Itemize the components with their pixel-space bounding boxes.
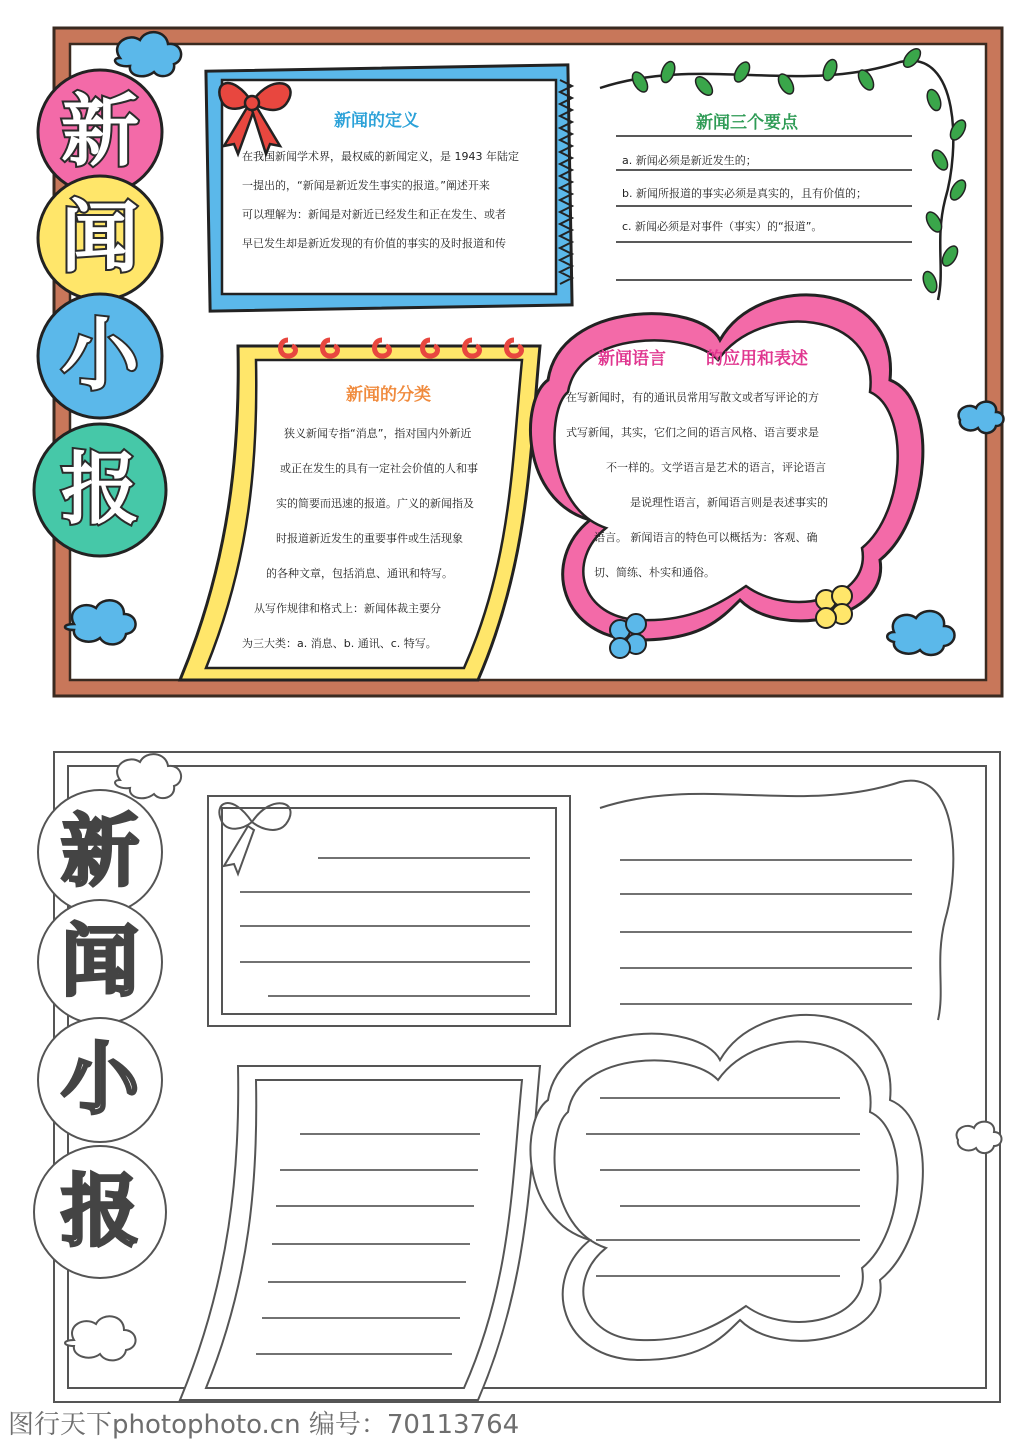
language-line: 语言。 新闻语言的特色可以概括为：客观、确	[594, 531, 818, 544]
points-line: b. 新闻所报道的事实必须是真实的，且有价值的；	[622, 187, 867, 200]
definition-line: 一提出的，“新闻是新近发生事实的报道。”阐述开来	[242, 179, 490, 192]
language-line: 是说理性语言，新闻语言则是表述事实的	[630, 496, 828, 509]
definition-body	[242, 142, 519, 258]
definition-line: 在我国新闻学术界，最权威的新闻定义，是 1943 年陆定	[242, 150, 519, 163]
masthead-char-3: 小	[60, 311, 139, 401]
outline-masthead-char-4: 报	[60, 1167, 139, 1257]
outline-masthead-char-3: 小	[60, 1035, 139, 1125]
language-line: 不一样的。文学语言是艺术的语言，评论语言	[606, 461, 826, 474]
language-line: 切、简练、朴实和通俗。	[594, 566, 715, 579]
points-line: c. 新闻必须是对事件（事实）的“报道”。	[622, 220, 823, 233]
definition-line: 早已发生却是新近发现的有价值的事实的及时报道和传	[242, 237, 506, 250]
points-line: a. 新闻必须是新近发生的；	[622, 154, 757, 167]
masthead-char-1: 新	[60, 87, 139, 177]
points-body	[622, 144, 867, 243]
language-body	[566, 380, 828, 590]
language-line: 在写新闻时，有的通讯员常用写散文或者写评论的方	[566, 391, 819, 404]
masthead-char-4: 报	[60, 445, 139, 535]
classification-line: 时报道新近发生的重要事件或生活现象	[276, 532, 463, 545]
classification-line: 或正在发生的具有一定社会价值的人和事	[280, 462, 478, 475]
outline-masthead-char-2: 闻	[60, 917, 139, 1007]
definition-title: 新闻的定义	[334, 111, 419, 131]
classification-body	[242, 416, 478, 661]
classification-line: 实的简要而迅速的报道。广义的新闻指及	[276, 497, 474, 510]
language-line: 式写新闻，其实，它们之间的语言风格、语言要求是	[566, 426, 819, 439]
classification-line: 为三大类：a. 消息、b. 通讯、c. 特写。	[242, 637, 437, 650]
watermark-text: 图行天下photophoto.cn 编号：70113764	[8, 1410, 520, 1440]
language-title-part2: 的应用和表述	[706, 349, 808, 369]
points-title: 新闻三个要点	[696, 113, 798, 133]
classification-line: 的各种文章，包括消息、通讯和特写。	[266, 567, 453, 580]
language-title-part1: 新闻语言	[598, 349, 666, 369]
classification-title: 新闻的分类	[346, 385, 431, 405]
classification-line: 从写作规律和格式上：新闻体裁主要分	[254, 602, 441, 615]
classification-line: 狭义新闻专指“消息”，指对国内外新近	[284, 427, 472, 440]
outline-masthead-char-1: 新	[60, 807, 139, 897]
language-title	[598, 344, 808, 369]
masthead-char-2: 闻	[60, 193, 139, 283]
definition-line: 可以理解为：新闻是对新近已经发生和正在发生、或者	[242, 208, 506, 221]
